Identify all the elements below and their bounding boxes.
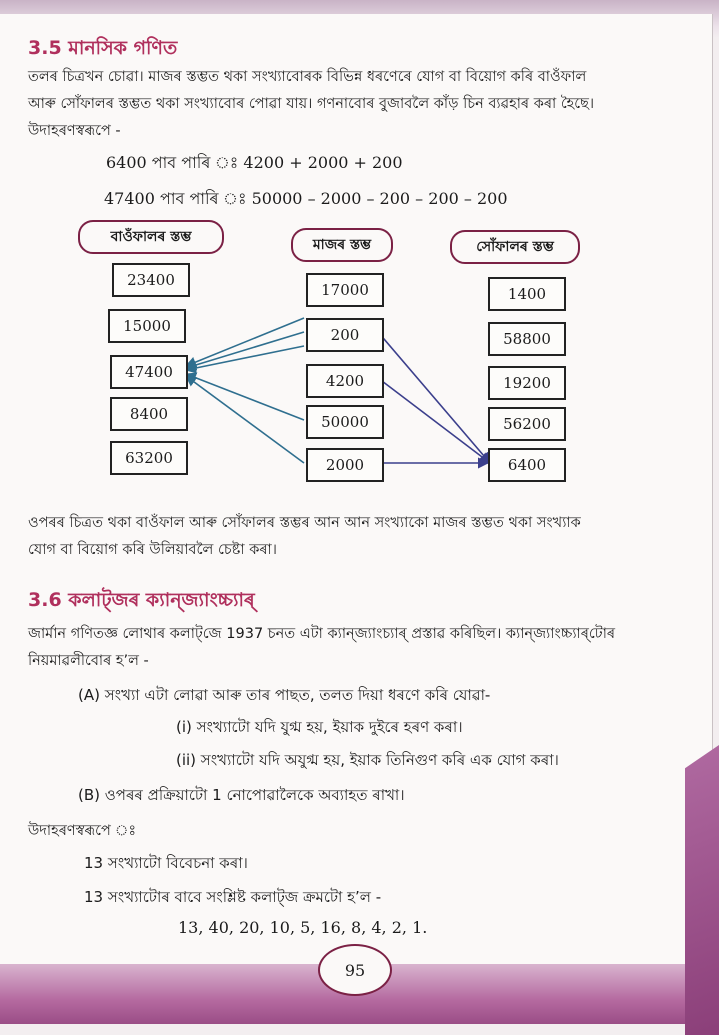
intro-line-2: আৰু সোঁফালৰ স্তম্ভত থকা সংখ্যাবোৰ পোৱা যায়। গণনাবোৰ বুজাবলৈ কাঁড় চিন ব্যৱহাৰ কৰা হৈছে। — [28, 96, 595, 112]
example-line-2: 13 সংখ্যাটোৰ বাবে সংশ্লিষ্ট কলাট্‌জ ক্ৰমটো হ’ল - — [84, 888, 382, 906]
middle-number-box: 17000 — [306, 273, 384, 307]
example-equation-2: 47400 পাব পাৰি ঃ 50000 – 2000 – 200 – 200 – 200 — [104, 189, 508, 208]
rule-a-ii: (ii) সংখ্যাটো যদি অযুগ্ম হয়, ইয়াক তিনিগুণ কৰি এক যোগ কৰা। — [176, 751, 559, 769]
example-label: উদাহৰণস্বৰূপে ঃ — [28, 823, 137, 839]
example-line-1: 13 সংখ্যাটো বিবেচনা কৰা। — [84, 854, 248, 872]
rule-a-i: (i) সংখ্যাটো যদি যুগ্ম হয়, ইয়াক দুইৰে হৰণ কৰা। — [176, 718, 463, 736]
intro-line-1: তলৰ চিত্ৰখন চোৱা। মাজৰ স্তম্ভত থকা সংখ্যাবোৰক বিভিন্ন ধৰণেৰে যোগ বা বিয়োগ কৰি বাওঁফাল — [28, 69, 587, 85]
intro-line-3: উদাহৰণস্বৰূপে - — [28, 123, 121, 139]
left-number-box: 63200 — [110, 441, 188, 475]
middle-number-box: 50000 — [306, 405, 384, 439]
example-equation-1: 6400 পাব পাৰি ঃ 4200 + 2000 + 200 — [106, 153, 403, 172]
section-heading-3-6: 3.6 কলাট্‌জৰ ক্যান্‌জ্যাংচ্চ্যাৰ্ — [28, 589, 255, 611]
rule-b: (B) ওপৰৰ প্ৰক্ৰিয়াটো 1 নোপোৱালৈকে অব্যাহত ৰাখা। — [78, 786, 405, 804]
left-number-box: 47400 — [110, 355, 188, 389]
middle-number-box: 2000 — [306, 448, 384, 482]
left-number-box: 8400 — [110, 397, 188, 431]
arrow-50000-to-47400 — [186, 374, 304, 420]
arrow-200-to-6400 — [378, 332, 490, 463]
section-heading-3-5: 3.5 মানসিক গণিত — [28, 37, 178, 59]
page-number: 95 — [318, 944, 392, 996]
collatz-intro-line-1: জাৰ্মান গণিতজ্ঞ লোথাৰ কলাট্‌জে 1937 চনত এটা ক্যান্‌জ্যাংচ্যাৰ্ প্ৰস্তাৱ কৰিছিল। ক্যান্‌জ্যাংচ্চ্যাৰ্‌টোৰ — [28, 626, 616, 642]
arrow-2000-to-47400 — [186, 376, 304, 463]
right-number-box: 56200 — [488, 407, 566, 441]
left-number-box: 23400 — [112, 263, 190, 297]
collatz-intro-line-2: নিয়মাৱলীবোৰ হ’ল - — [28, 653, 149, 669]
middle-number-box: 4200 — [306, 364, 384, 398]
right-number-box: 19200 — [488, 366, 566, 400]
right-column-label: সোঁফালৰ স্তম্ভ — [450, 230, 580, 264]
right-number-box: 58800 — [488, 322, 566, 356]
rule-a: (A) সংখ্যা এটা লোৱা আৰু তাৰ পাছত, তলত দিয়া ধৰণে কৰি যোৱা- — [78, 686, 491, 704]
middle-number-box: 200 — [306, 318, 384, 352]
arrow-4200-to-6400 — [378, 378, 490, 463]
left-column-label: বাওঁফালৰ স্তম্ভ — [78, 220, 224, 254]
after-diagram-line-1: ওপৰৰ চিত্ৰত থকা বাওঁফাল আৰু সোঁফালৰ স্তম্ভৰ আন আন সংখ্যাকো মাজৰ স্তম্ভত থকা সংখ্যাক — [28, 515, 581, 531]
collatz-sequence: 13, 40, 20, 10, 5, 16, 8, 4, 2, 1. — [178, 918, 428, 937]
left-number-box: 15000 — [108, 309, 186, 343]
middle-column-label: মাজৰ স্তম্ভ — [291, 228, 393, 262]
right-number-box: 1400 — [488, 277, 566, 311]
after-diagram-line-2: যোগ বা বিয়োগ কৰি উলিয়াবলৈ চেষ্টা কৰা। — [28, 542, 277, 558]
right-number-box: 6400 — [488, 448, 566, 482]
